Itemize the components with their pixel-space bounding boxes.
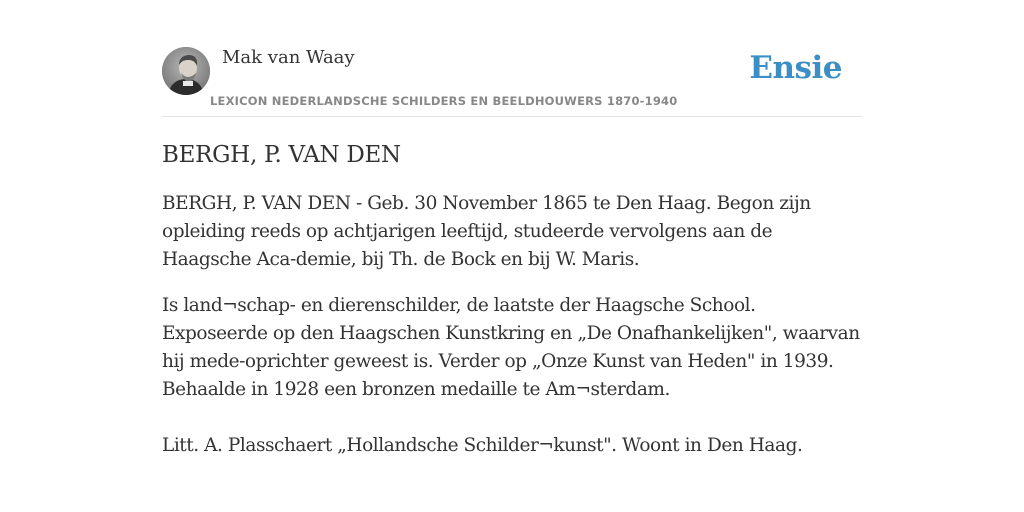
article bbox=[162, 140, 862, 478]
article-paragraph: BERGH, P. VAN DEN - Geb. 30 November 1865 te Den Haag. Begon zijn opleiding reeds op achtjarigen leeftijd, studeerde vervolgens aan de Haagsche Aca-demie, bij Th. de Bock en bij W. Maris. bbox=[162, 193, 811, 270]
header bbox=[162, 44, 862, 117]
lexicon-subtitle[interactable]: LEXICON NEDERLANDSCHE SCHILDERS EN BEELDHOUWERS 1870-1940 bbox=[210, 94, 678, 108]
article-paragraph: Is land¬schap- en dierenschilder, de laatste der Haagsche School. Exposeerde op den Haagschen Kunstkring en „De Onafhankelijken", waarvan hij mede-oprichter geweest is. Verder op „Onze Kunst van Heden" in 1939. Behaalde in 1928 een bronzen medaille te Am¬sterdam. bbox=[162, 295, 860, 400]
article-paragraph: Litt. A. Plasschaert „Hollandsche Schilder¬kunst". Woont in Den Haag. bbox=[162, 435, 803, 456]
paragraph-spacer bbox=[162, 422, 862, 432]
article-title: BERGH, P. VAN DEN bbox=[162, 142, 401, 168]
author-avatar[interactable] bbox=[162, 47, 210, 95]
author-name[interactable]: Mak van Waay bbox=[222, 47, 355, 68]
ensie-logo[interactable]: Ensie bbox=[749, 50, 842, 86]
portrait-icon bbox=[162, 47, 210, 95]
